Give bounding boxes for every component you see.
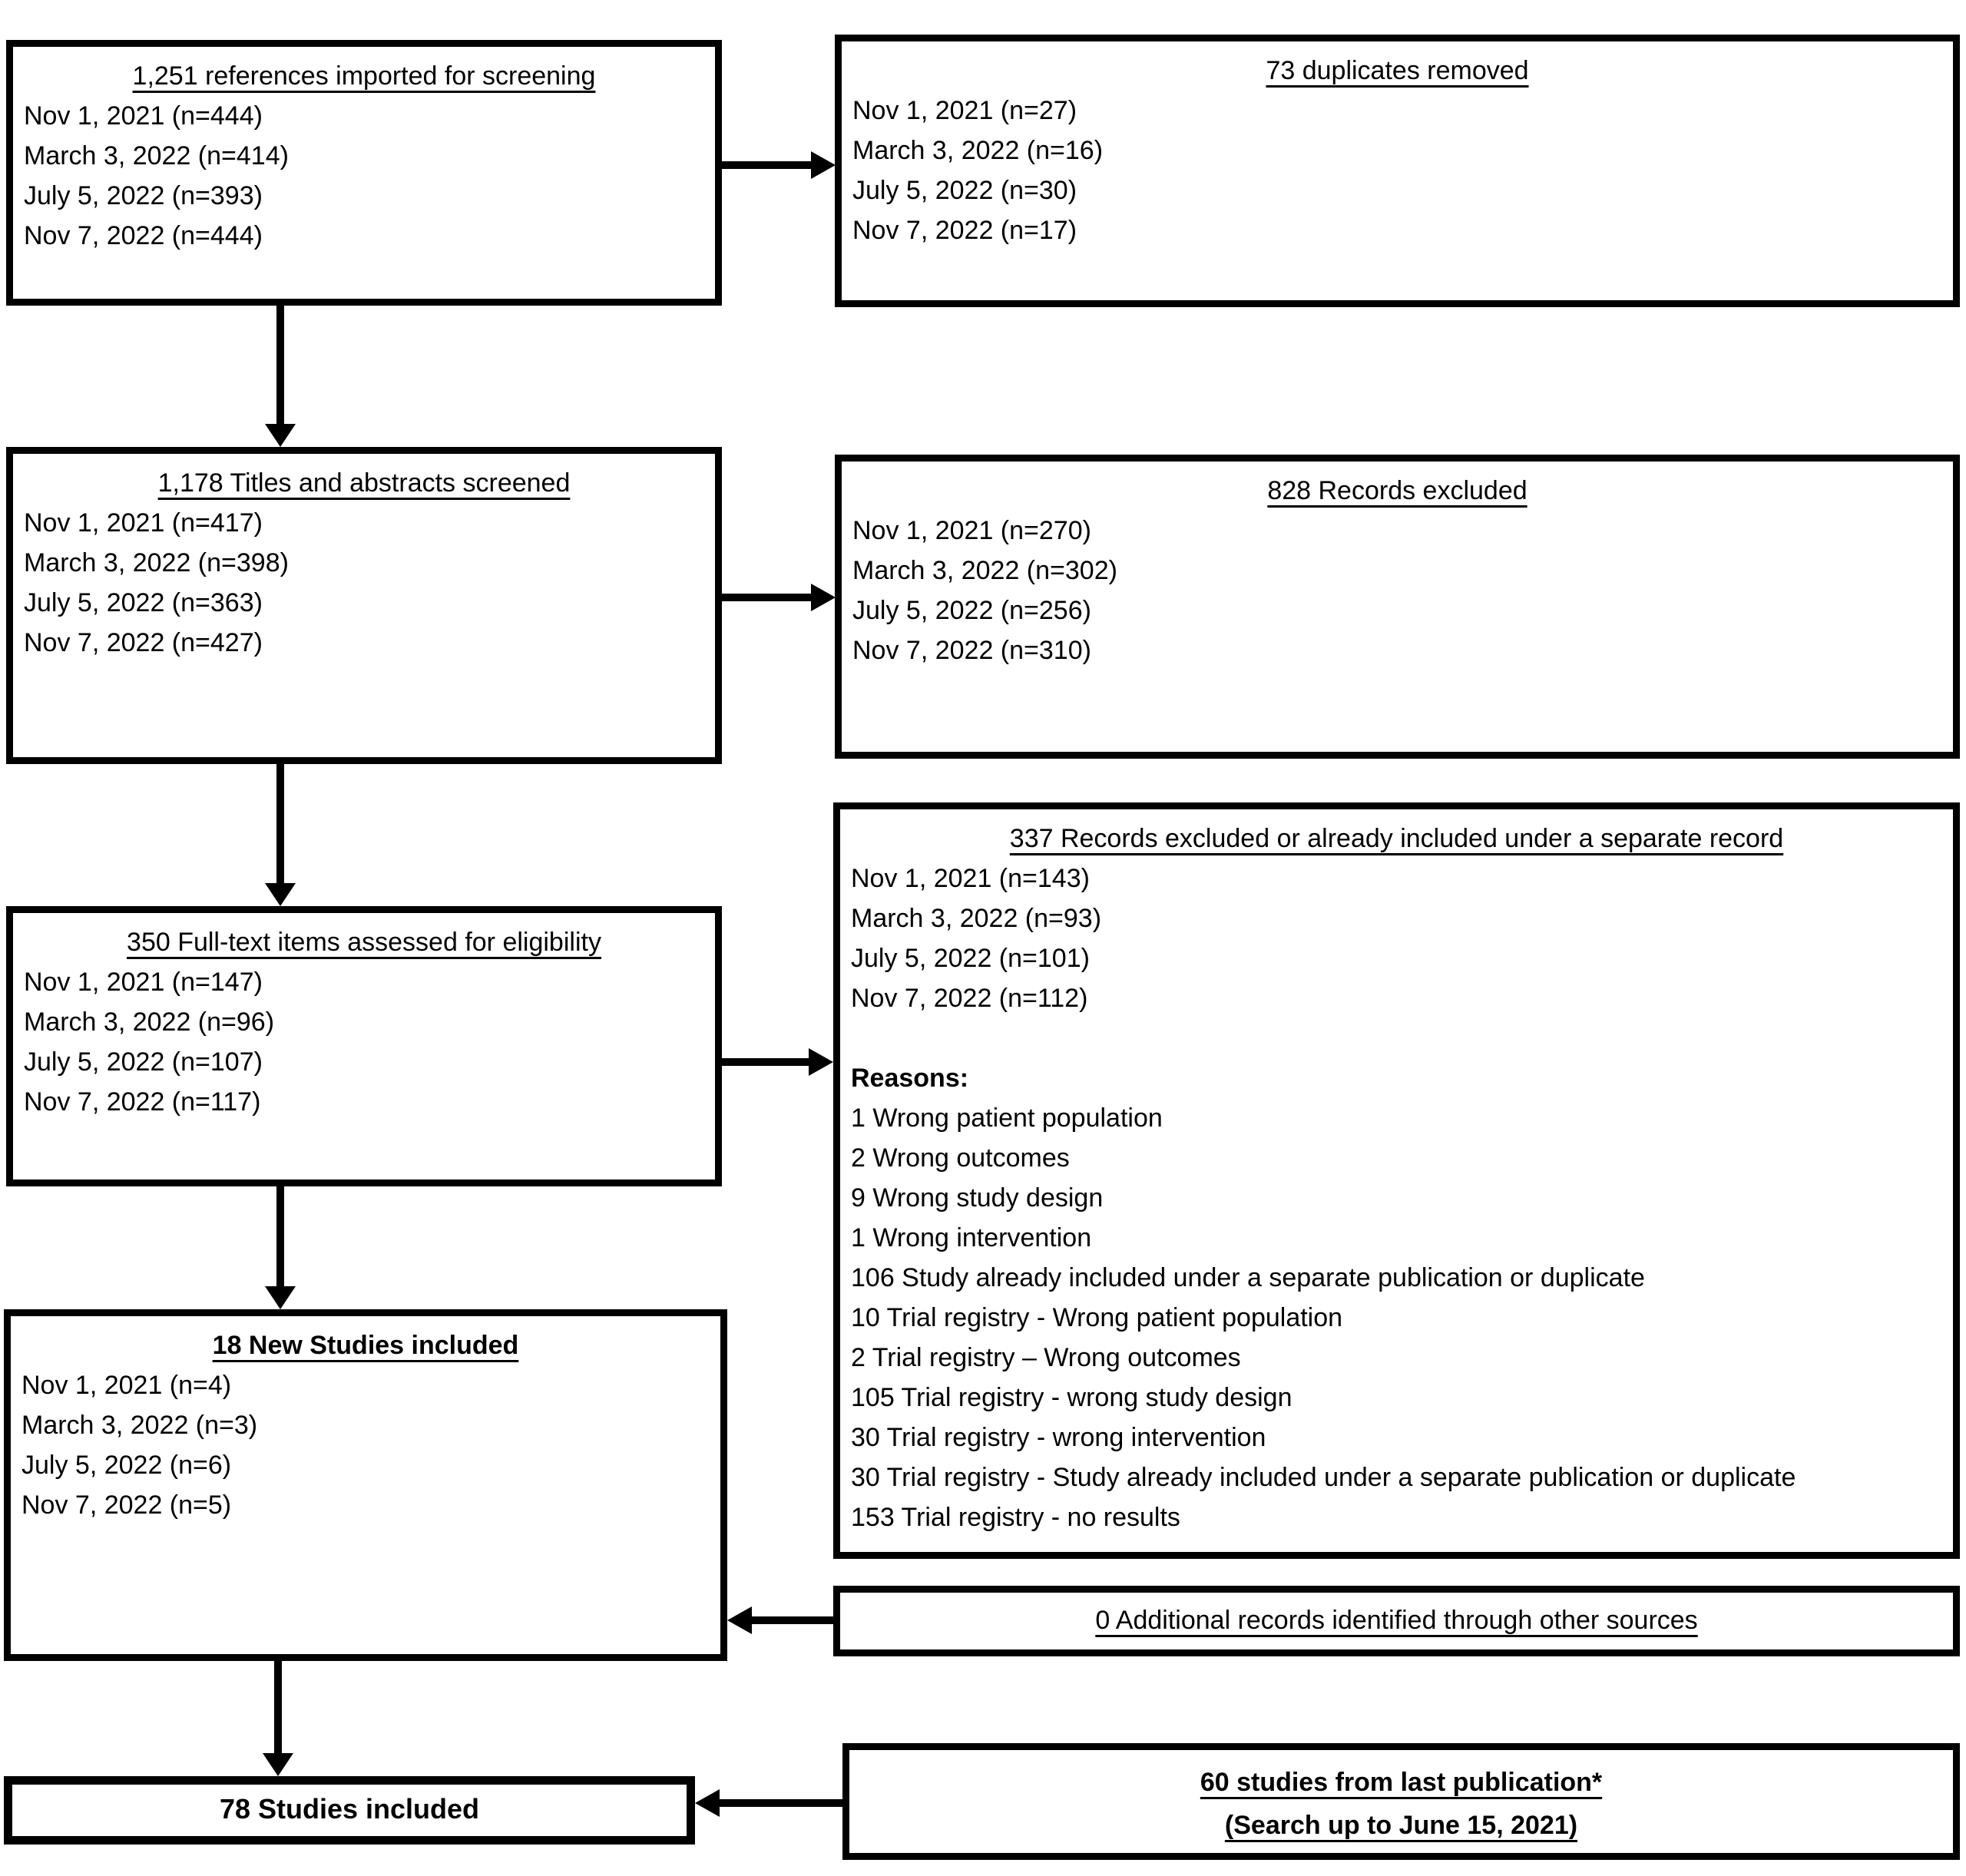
box-fulltext-excluded <box>833 802 1960 1559</box>
count-line: Nov 1, 2021 (n=147) <box>24 968 263 997</box>
count-line: Nov 1, 2021 (n=417) <box>24 508 263 538</box>
reason-line: 30 Trial registry - Study already included under a separate publication or duplicate <box>851 1463 1796 1492</box>
box-studies-included-title: 78 Studies included <box>219 1793 480 1825</box>
box-fulltext-assessed <box>6 906 722 1186</box>
box-titles-abstracts-screened-title: 1,178 Titles and abstracts screened <box>157 468 571 498</box>
count-line: July 5, 2022 (n=30) <box>852 176 1077 205</box>
count-line: July 5, 2022 (n=363) <box>24 588 263 617</box>
count-line: Nov 1, 2021 (n=270) <box>852 516 1091 545</box>
arrow-screened-to-excluded-line <box>722 594 813 601</box>
arrow-down-icon <box>265 1286 296 1309</box>
count-line: July 5, 2022 (n=6) <box>22 1451 232 1480</box>
box-records-excluded-title: 828 Records excluded <box>1267 476 1527 505</box>
reason-line: 105 Trial registry - wrong study design <box>851 1383 1292 1412</box>
count-line: Nov 7, 2022 (n=444) <box>24 221 263 250</box>
count-line: March 3, 2022 (n=414) <box>24 141 289 170</box>
arrow-right-icon <box>811 584 836 611</box>
arrow-imported-to-duplicates-line <box>722 161 813 169</box>
count-line: July 5, 2022 (n=393) <box>24 181 263 210</box>
arrow-down-icon <box>265 424 296 447</box>
reason-line: 153 Trial registry - no results <box>851 1503 1180 1532</box>
reasons-label: Reasons: <box>851 1064 969 1093</box>
reason-line: 9 Wrong study design <box>851 1183 1104 1213</box>
count-line: Nov 7, 2022 (n=117) <box>24 1087 261 1117</box>
box-references-imported-title: 1,251 references imported for screening <box>132 61 596 91</box>
reason-line: 2 Trial registry – Wrong outcomes <box>851 1343 1241 1372</box>
count-line: Nov 1, 2021 (n=444) <box>24 101 263 131</box>
box-new-studies <box>4 1309 727 1661</box>
reason-line: 2 Wrong outcomes <box>851 1143 1070 1173</box>
count-line: March 3, 2022 (n=302) <box>852 556 1117 585</box>
arrow-screened-to-fulltext-line <box>276 764 284 884</box>
arrow-newstudies-to-included-line <box>274 1661 282 1754</box>
arrow-lastpub-to-included-line <box>718 1799 842 1807</box>
box-duplicates-removed <box>835 35 1960 307</box>
box-additional-records-title: 0 Additional records identified through other sources <box>1095 1606 1698 1635</box>
reason-line: 106 Study already included under a separate publication or duplicate <box>851 1263 1645 1292</box>
arrow-left-icon <box>695 1789 720 1817</box>
count-line: March 3, 2022 (n=3) <box>22 1411 258 1440</box>
count-line: March 3, 2022 (n=16) <box>852 136 1104 165</box>
count-line: March 3, 2022 (n=398) <box>24 548 289 577</box>
reason-line: 10 Trial registry - Wrong patient population <box>851 1303 1343 1332</box>
box-references-imported <box>6 40 722 306</box>
arrow-down-icon <box>265 883 296 906</box>
count-line: Nov 1, 2021 (n=27) <box>852 96 1077 125</box>
arrow-right-icon <box>809 1048 833 1076</box>
blank-gap <box>840 1018 1953 1058</box>
count-line: July 5, 2022 (n=256) <box>852 596 1091 625</box>
count-line: Nov 1, 2021 (n=143) <box>851 864 1090 893</box>
box-studies-included <box>4 1776 695 1845</box>
last-publication-line2: (Search up to June 15, 2021) <box>1224 1811 1578 1840</box>
count-line: March 3, 2022 (n=96) <box>24 1007 275 1037</box>
count-line: Nov 7, 2022 (n=17) <box>852 216 1077 245</box>
reason-line: 1 Wrong patient population <box>851 1103 1163 1133</box>
box-fulltext-assessed-title: 350 Full-text items assessed for eligibility <box>127 928 601 957</box>
last-publication-line1: 60 studies from last publication* <box>1200 1768 1603 1797</box>
arrow-imported-to-screened-line <box>276 306 284 425</box>
box-last-publication-text <box>849 1750 1953 1847</box>
arrow-down-icon <box>263 1753 293 1776</box>
box-last-publication <box>842 1743 1960 1860</box>
count-line: July 5, 2022 (n=101) <box>851 944 1090 973</box>
arrow-fulltext-to-excluded-line <box>722 1058 810 1066</box>
arrow-right-icon <box>811 151 836 179</box>
arrow-left-icon <box>727 1606 752 1634</box>
count-line: July 5, 2022 (n=107) <box>24 1047 263 1077</box>
box-records-excluded <box>835 455 1960 759</box>
reason-line: 30 Trial registry - wrong intervention <box>851 1423 1266 1452</box>
count-line: Nov 1, 2021 (n=4) <box>22 1371 232 1400</box>
count-line: Nov 7, 2022 (n=427) <box>24 628 263 657</box>
count-line: Nov 7, 2022 (n=310) <box>852 636 1091 665</box>
box-new-studies-title: 18 New Studies included <box>212 1331 519 1360</box>
arrow-additional-to-newstudies-line <box>750 1616 833 1624</box>
box-additional-records <box>833 1586 1960 1656</box>
count-line: Nov 7, 2022 (n=5) <box>22 1491 232 1520</box>
reason-line: 1 Wrong intervention <box>851 1223 1092 1252</box>
box-fulltext-excluded-title: 337 Records excluded or already included under a separate record <box>1009 824 1784 853</box>
count-line: Nov 7, 2022 (n=112) <box>851 984 1088 1013</box>
count-line: March 3, 2022 (n=93) <box>851 904 1102 933</box>
box-duplicates-removed-title: 73 duplicates removed <box>1266 56 1529 85</box>
box-titles-abstracts-screened <box>6 447 722 764</box>
arrow-fulltext-to-newstudies-line <box>276 1186 284 1287</box>
